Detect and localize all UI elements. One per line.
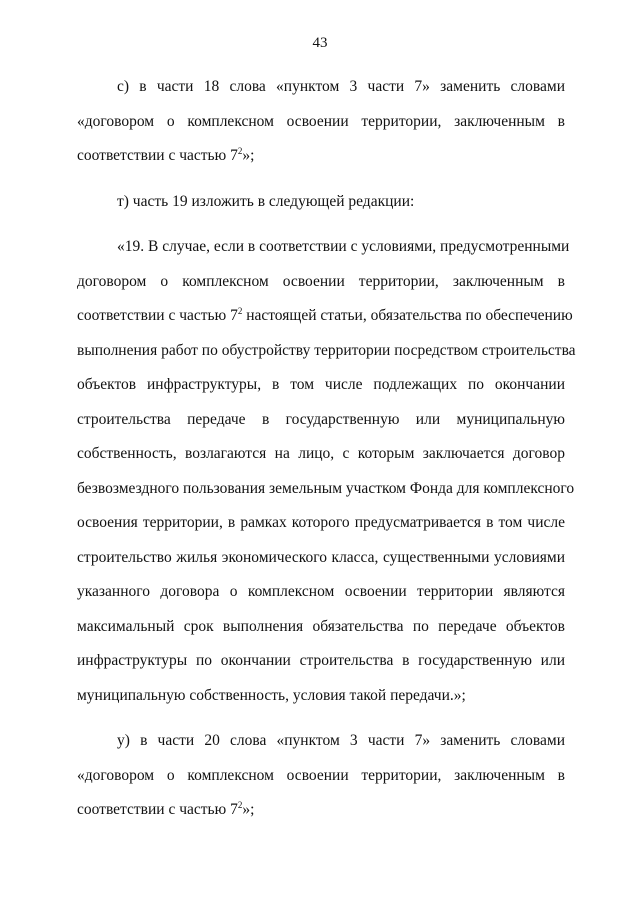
text-line: строительство жилья экономического класса, существенными условиями (77, 548, 565, 566)
text-line: т) часть 19 изложить в следующей редакции: (117, 192, 415, 210)
document-body (77, 77, 576, 846)
text-segment: »; (242, 147, 255, 164)
text-line: «договором о комплексном освоении территории, заключенным в (77, 766, 565, 784)
text-line: объектов инфраструктуры, в том числе подлежащих по окончании (77, 376, 565, 393)
page-number: 43 (312, 35, 328, 51)
text-segment: настоящей статьи, обязательства по обеспечению (242, 307, 573, 324)
text-line (77, 146, 565, 181)
text-line: «19. В случае, если в соответствии с условиями, предусмотренными (117, 238, 570, 255)
text-line (77, 306, 573, 341)
text-segment: соответствии с частью 7 (77, 147, 238, 164)
text-segment: соответствии с частью 7 (77, 307, 238, 324)
text-line: инфраструктуры по окончании строительства в государственную или (77, 652, 565, 669)
text-line: освоения территории, в рамках которого предусматривается в том числе (77, 514, 565, 531)
text-line: с) в части 18 слова «пунктом 3 части 7» заменить словами (117, 78, 565, 95)
paragraph-t (77, 192, 565, 227)
superscript: 2 (237, 146, 243, 156)
superscript: 2 (237, 800, 243, 810)
text-line: договором о комплексном освоении территории, заключенным в (77, 272, 565, 290)
text-line: указанного договора о комплексном освоении территории являются (77, 583, 565, 600)
text-line: муниципальную собственность, условия такой передачи.»; (77, 686, 466, 704)
text-line: максимальный срок выполнения обязательства по передаче объектов (77, 617, 565, 635)
paragraph-s (77, 77, 565, 181)
text-line: «договором о комплексном освоении территории, заключенным в (77, 112, 565, 130)
text-line: безвозмездного пользования земельным участком Фонда для комплексного (77, 479, 575, 497)
text-line: у) в части 20 слова «пунктом 3 части 7» заменить словами (117, 732, 565, 749)
text-segment: соответствии с частью 7 (77, 801, 238, 818)
text-line: выполнения работ по обустройству территории посредством строительства (77, 341, 576, 359)
paragraph-p19 (77, 237, 576, 720)
text-line (77, 800, 565, 835)
text-segment: »; (242, 801, 255, 818)
superscript: 2 (237, 306, 243, 316)
text-line: собственность, возлагаются на лицо, с которым заключается договор (77, 445, 565, 462)
paragraph-u (77, 731, 565, 835)
text-line: строительства передаче в государственную или муниципальную (77, 410, 565, 428)
